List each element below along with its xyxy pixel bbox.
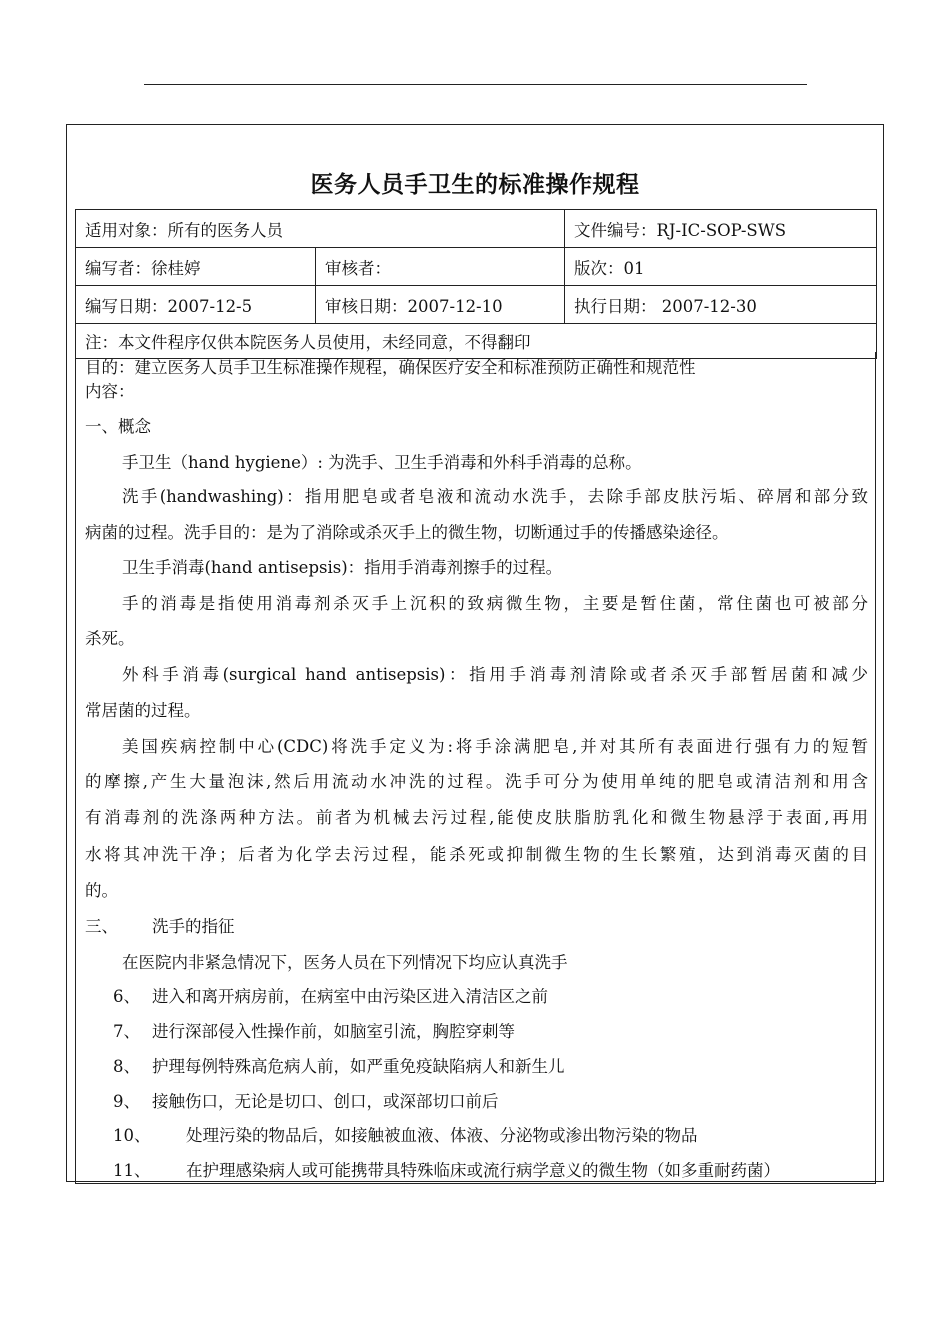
- exec-date-cell: 执行日期： 2007-12-30: [565, 286, 877, 324]
- list-item: 在护理感染病人或可能携带具特殊临床或流行病学意义的微生物（如多重耐药菌）: [186, 1161, 780, 1180]
- section-intro: 在医院内非紧急情况下，医务人员在下列情况下均应认真洗手: [122, 953, 568, 972]
- paragraph-handwashing-line: 病菌的过程。洗手目的：是为了消除或杀灭手上的微生物，切断通过手的传播感染途径。: [85, 523, 729, 542]
- version-cell: 版次：01: [565, 248, 877, 286]
- table-row: [76, 286, 877, 324]
- paragraph-handwashing-line: 洗手(handwashing)：指用肥皂或者皂液和流动水洗手，去除手部皮肤污垢、碎屑和部分致: [122, 487, 868, 506]
- table-row: [76, 210, 877, 248]
- list-item-number: 7、: [113, 1022, 140, 1041]
- author-cell: 编写者：徐桂婷: [76, 248, 316, 286]
- paragraph-cdc-line: 美国疾病控制中心(CDC)将洗手定义为:将手涂满肥皂,并对其所有表面进行强有力的短暂: [122, 737, 868, 756]
- list-item-number: 6、: [113, 987, 140, 1006]
- paragraph-surgical-line: 外科手消毒(surgical hand antisepsis)：指用手消毒剂清除或者杀灭手部暂居菌和减少: [122, 665, 868, 684]
- section-heading-concepts: 一、概念: [85, 417, 151, 436]
- content-label: 内容：: [85, 382, 135, 401]
- table-row: [76, 248, 877, 286]
- list-item: 处理污染的物品后，如接触被血液、体液、分泌物或渗出物污染的物品: [186, 1126, 698, 1145]
- paragraph-hand-hygiene: 手卫生（hand hygiene）: 为洗手、卫生手消毒和外科手消毒的总称。: [122, 453, 642, 472]
- list-item: 进入和离开病房前，在病室中由污染区进入清洁区之前: [152, 987, 548, 1006]
- paragraph-cdc-line: 水将其冲洗干净；后者为化学去污过程，能杀死或抑制微生物的生长繁殖，达到消毒灭菌的目: [85, 845, 868, 864]
- list-item: 进行深部侵入性操作前，如脑室引流，胸腔穿刺等: [152, 1022, 515, 1041]
- header-rule: [144, 84, 807, 85]
- paragraph-disinfection-line: 杀死。: [85, 629, 135, 648]
- list-item: 护理每例特殊高危病人前，如严重免疫缺陷病人和新生儿: [152, 1057, 565, 1076]
- paragraph-cdc-line: 的。: [85, 881, 118, 900]
- paragraph-surgical-line: 常居菌的过程。: [85, 701, 201, 720]
- list-item: 接触伤口，无论是切口、创口，或深部切口前后: [152, 1092, 499, 1111]
- list-item-number: 8、: [113, 1057, 140, 1076]
- paragraph-hand-antisepsis: 卫生手消毒(hand antisepsis)：指用手消毒剂擦手的过程。: [122, 558, 563, 577]
- applicable-cell: 适用对象：所有的医务人员: [76, 210, 565, 248]
- section-number: 三、: [85, 917, 118, 936]
- document-info-table: [75, 209, 877, 359]
- copyright-note-cell: 注：本文件程序仅供本院医务人员使用，未经同意，不得翻印: [76, 324, 877, 359]
- section-heading-indications: 洗手的指征: [152, 917, 235, 936]
- paragraph-disinfection-line: 手的消毒是指使用消毒剂杀灭手上沉积的致病微生物，主要是暂住菌，常住菌也可被部分: [122, 594, 868, 613]
- write-date-cell: 编写日期：2007-12-5: [76, 286, 316, 324]
- review-date-cell: 审核日期：2007-12-10: [316, 286, 565, 324]
- reviewer-cell: 审核者：: [316, 248, 565, 286]
- list-item-number: 11、: [113, 1161, 151, 1180]
- paragraph-cdc-line: 有消毒剂的洗涤两种方法。前者为机械去污过程,能使皮肤脂肪乳化和微生物悬浮于表面,再用: [85, 808, 868, 827]
- list-item-number: 9、: [113, 1092, 140, 1111]
- list-item-number: 10、: [113, 1126, 151, 1145]
- purpose-text: 目的：建立医务人员手卫生标准操作规程，确保医疗安全和标准预防正确性和规范性: [85, 358, 696, 377]
- page-title: 医务人员手卫生的标准操作规程: [310, 172, 640, 198]
- doc-number-cell: 文件编号：RJ-IC-SOP-SWS: [565, 210, 877, 248]
- paragraph-cdc-line: 的摩擦,产生大量泡沫,然后用流动水冲洗的过程。洗手可分为使用单纯的肥皂或清洁剂和用含: [85, 772, 868, 791]
